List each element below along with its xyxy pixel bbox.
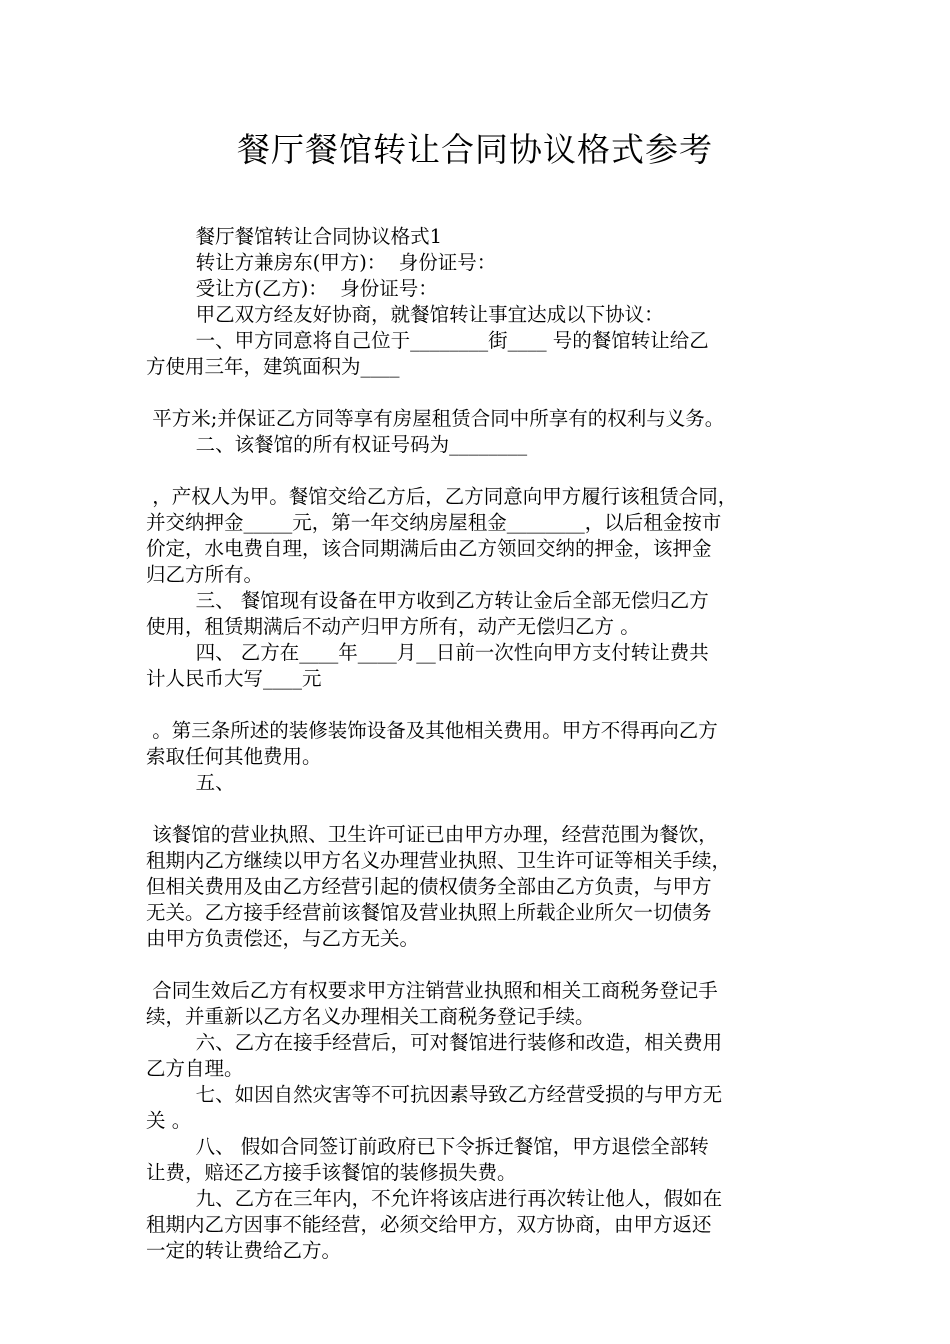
text-line: 无关。乙方接手经营前该餐馆及营业执照上所载企业所欠一切债务 — [146, 901, 712, 924]
text-line: 七、如因自然灾害等不可抗因素导致乙方经营受损的与甲方无 — [146, 1083, 723, 1106]
text-line: 乙方自理。 — [146, 1057, 244, 1080]
text-line: 二、该餐馆的所有权证号码为________ — [146, 433, 528, 456]
text-line: 方使用三年，建筑面积为____ — [146, 355, 400, 378]
text-line: 三、 餐馆现有设备在甲方收到乙方转让金后全部无偿归乙方 — [146, 589, 709, 612]
text-line: 一定的转让费给乙方。 — [146, 1239, 342, 1262]
text-line — [146, 796, 811, 822]
text-line: 续，并重新以乙方名义办理相关工商税务登记手续。 — [146, 1005, 595, 1028]
text-line: 四、 乙方在____年____月__日前一次性向甲方支付转让费共 — [146, 641, 709, 664]
text-line: 。第三条所述的装修装饰设备及其他相关费用。甲方不得再向乙方 — [146, 719, 718, 742]
text-line: 关 。 — [146, 1109, 192, 1132]
text-line: 由甲方负责偿还，与乙方无关。 — [146, 927, 420, 950]
text-line: 餐厅餐馆转让合同协议格式1 — [146, 225, 442, 248]
text-line: 甲乙双方经友好协商，就餐馆转让事宜达成以下协议： — [146, 303, 664, 326]
text-line — [146, 952, 811, 978]
text-line: 六、乙方在接手经营后，可对餐馆进行装修和改造，相关费用 — [146, 1031, 723, 1054]
text-line: 使用，租赁期满后不动产归甲方所有，动产无偿归乙方 。 — [146, 615, 640, 638]
text-line: 价定，水电费自理，该合同期满后由乙方领回交纳的押金，该押金 — [146, 537, 712, 560]
text-line: ，产权人为甲。餐馆交给乙方后，乙方同意向甲方履行该租赁合同， — [146, 485, 738, 508]
text-line: 五、 — [146, 771, 235, 794]
text-line — [146, 458, 811, 484]
text-line: 八、 假如合同签订前政府已下令拆迁餐馆，甲方退偿全部转 — [146, 1135, 709, 1158]
text-line: 平方米;并保证乙方同等享有房屋租赁合同中所享有的权利与义务。 — [146, 407, 725, 430]
text-line: 该餐馆的营业执照、卫生许可证已由甲方办理，经营范围为餐饮， — [146, 823, 718, 846]
text-line: 一、甲方同意将自己位于________街____ 号的餐馆转让给乙 — [146, 329, 709, 352]
document-body — [146, 224, 811, 1264]
text-line: 索取任何其他费用。 — [146, 745, 322, 768]
text-line: 并交纳押金_____元，第一年交纳房屋租金________，以后租金按市 — [146, 511, 722, 534]
text-line: 归乙方所有。 — [146, 563, 264, 586]
text-line: 九、乙方在三年内，不允许将该店进行再次转让他人，假如在 — [146, 1187, 723, 1210]
text-line: 计人民币大写____元 — [146, 667, 322, 690]
document-title: 餐厅餐馆转让合同协议格式参考 — [237, 130, 713, 169]
text-line: 租期内乙方因事不能经营，必须交给甲方，双方协商，由甲方返还 — [146, 1213, 712, 1236]
text-line: 让费，赔还乙方接手该餐馆的装修损失费。 — [146, 1161, 517, 1184]
text-line: 但相关费用及由乙方经营引起的债权债务全部由乙方负责，与甲方 — [146, 875, 712, 898]
text-line: 受让方(乙方)： 身份证号： — [146, 277, 438, 300]
text-line — [146, 692, 811, 718]
text-line: 转让方兼房东(甲方)： 身份证号： — [146, 251, 497, 274]
text-line: 合同生效后乙方有权要求甲方注销营业执照和相关工商税务登记手 — [146, 979, 718, 1002]
text-line — [146, 380, 811, 406]
text-line: 租期内乙方继续以甲方名义办理营业执照、卫生许可证等相关手续， — [146, 849, 732, 872]
